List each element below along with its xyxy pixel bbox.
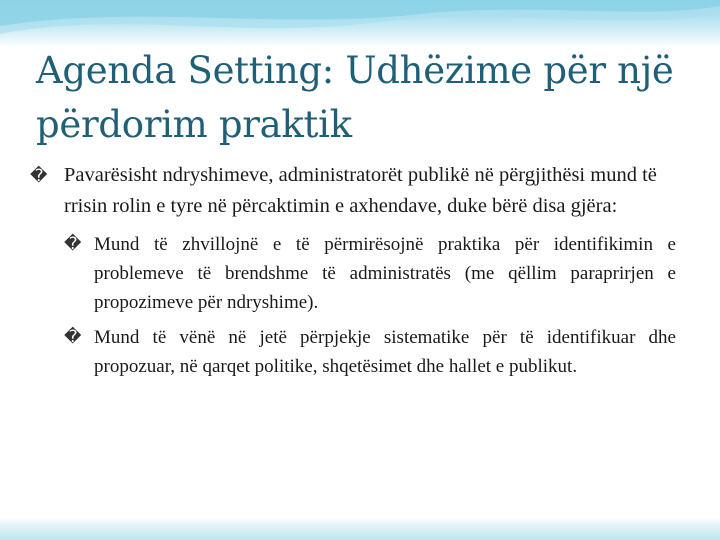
sub-bullet-item bbox=[64, 323, 676, 381]
sub-bullet-marker-icon: � bbox=[64, 327, 82, 347]
sub-bullet-item bbox=[64, 230, 676, 317]
bullet-marker-icon: � bbox=[30, 166, 48, 186]
slide-content bbox=[30, 160, 676, 387]
sub-bullet-text: Mund të zhvillojnë e të përmirësojnë praktika për identifikimin e problemeve të brendshme të administratës (me qëllim paraprirjen e propozimeve për ndryshime). bbox=[94, 234, 676, 313]
sub-bullet-marker-icon: � bbox=[64, 234, 82, 254]
footer-band bbox=[0, 518, 720, 540]
sub-bullet-text: Mund të vënë në jetë përpjekje sistematike për të identifikuar dhe propozuar, në qarqet politike, shqetësimet dhe hallet e publikut. bbox=[94, 327, 676, 377]
bullet-item bbox=[30, 160, 676, 222]
slide-title: Agenda Setting: Udhëzime për një përdorim praktik bbox=[36, 49, 674, 146]
bullet-text: Pavarësisht ndryshimeve, administratorët publikë në përgjithësi mund të rrisin rolin e tyre në përcaktimin e axhendave, duke bërë disa gjëra: bbox=[64, 164, 657, 217]
